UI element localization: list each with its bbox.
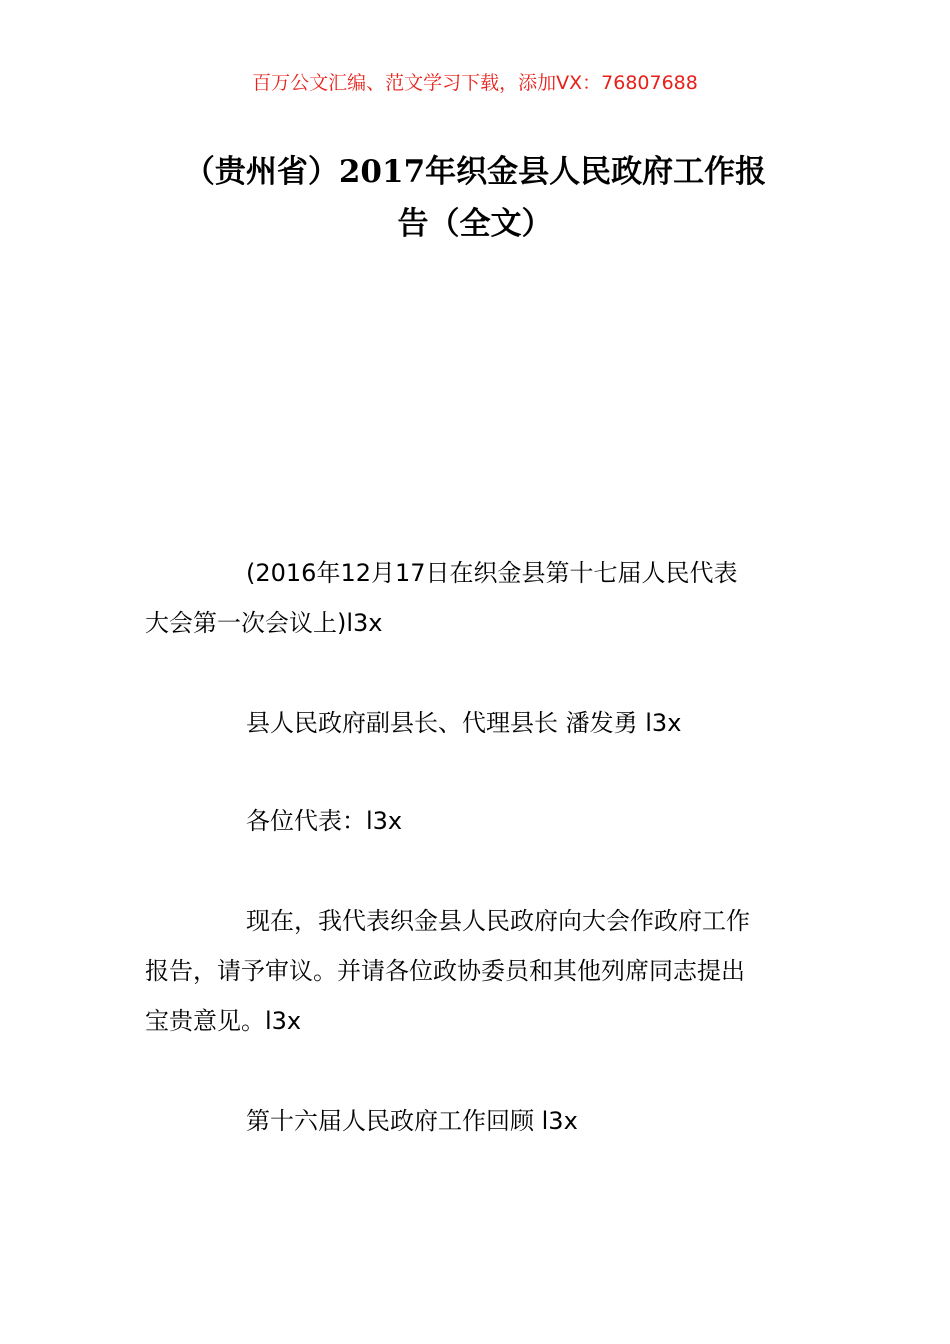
paragraph-line: 各位代表：l3x: [246, 807, 403, 835]
paragraph-line: 第十六届人民政府工作回顾 l3x: [246, 1107, 578, 1135]
paragraph-line: 现在，我代表织金县人民政府向大会作政府工作: [246, 907, 750, 935]
paragraph-speaker: [145, 698, 810, 748]
paragraph-line: 宝贵意见。l3x: [145, 1007, 302, 1035]
title-line-1: （贵州省）2017年织金县人民政府工作报: [183, 154, 767, 190]
document-title: [145, 146, 805, 250]
paragraph-line: (2016年12月17日在织金县第十七届人民代表: [246, 559, 738, 587]
paragraph-meeting-info: [145, 548, 810, 648]
paragraph-line: 县人民政府副县长、代理县长 潘发勇 l3x: [246, 709, 682, 737]
section-heading-review: [145, 1096, 810, 1146]
paragraph-introduction: [145, 896, 810, 1046]
paragraph-line: 大会第一次会议上)l3x: [145, 609, 383, 637]
paragraph-salutation: [145, 796, 810, 846]
paragraph-line: 报告，请予审议。并请各位政协委员和其他列席同志提出: [145, 957, 745, 985]
header-promo-note: 百万公文汇编、范文学习下载，添加VX：76807688: [252, 72, 698, 94]
title-line-2: 告（全文）: [397, 206, 553, 242]
